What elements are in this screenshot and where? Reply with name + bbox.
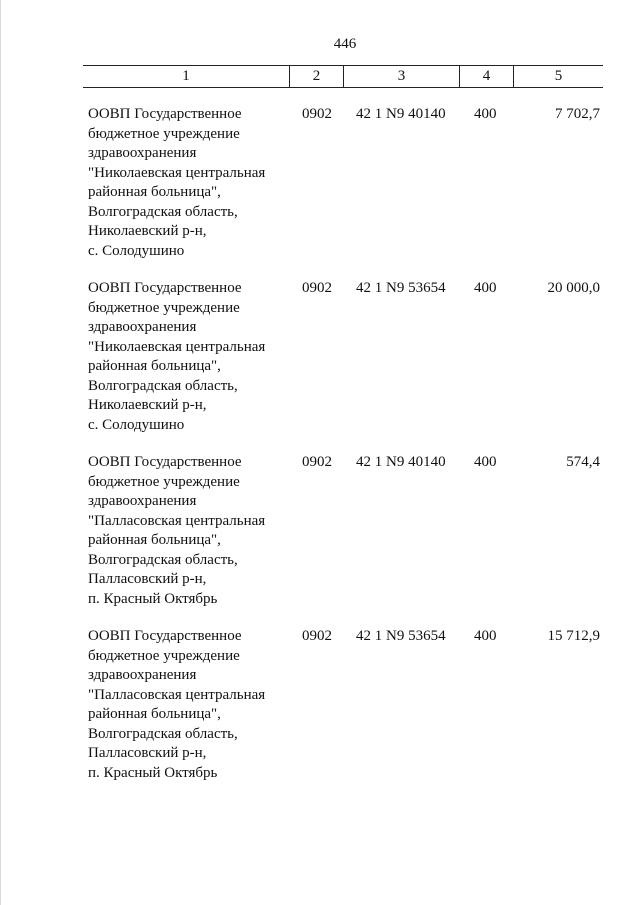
- description-line: "Николаевская центральная: [88, 338, 266, 355]
- header-col-3: 3: [343, 66, 459, 87]
- description-line: Николаевский р-н,: [88, 397, 207, 413]
- description-line: с. Солодушино: [88, 242, 185, 259]
- description-line: районная больница",: [88, 184, 221, 200]
- description-line: Волгоградская область,: [88, 551, 238, 568]
- amount-value: 7 702,7: [555, 106, 600, 122]
- description-line: здравоохранения: [88, 667, 197, 683]
- expense-type-code: 400: [474, 454, 497, 470]
- target-code: 42 1 N9 53654: [356, 280, 446, 296]
- description-line: бюджетное учреждение: [88, 647, 240, 664]
- description-line: Волгоградская область,: [88, 725, 238, 742]
- description-line: бюджетное учреждение: [88, 299, 240, 316]
- section-code: 0902: [302, 628, 332, 644]
- header-col-5: 5: [513, 66, 603, 87]
- description-line: районная больница",: [88, 532, 221, 548]
- section-code: 0902: [302, 454, 332, 470]
- header-col-4: 4: [459, 66, 513, 87]
- header-col-1: 1: [182, 68, 190, 84]
- description-line: ООВП Государственное: [88, 280, 242, 296]
- description-line: п. Красный Октябрь: [88, 764, 218, 781]
- table-body: [83, 105, 603, 783]
- description-line: районная больница",: [88, 358, 221, 374]
- expense-type-code: 400: [474, 280, 497, 296]
- description-line: Палласовский р-н,: [88, 571, 207, 587]
- table-row: [83, 105, 603, 261]
- table-header-row: [83, 65, 603, 88]
- expense-type-code: 400: [474, 628, 497, 644]
- amount-value: 15 712,9: [547, 628, 600, 644]
- target-code: 42 1 N9 40140: [356, 454, 446, 470]
- table-row: [83, 279, 603, 435]
- scan-edge: [0, 0, 1, 905]
- institution-description: [83, 453, 289, 609]
- description-line: здравоохранения: [88, 493, 197, 509]
- description-line: ООВП Государственное: [88, 454, 242, 470]
- description-line: "Палласовская центральная: [88, 512, 266, 529]
- table-row: [83, 627, 603, 783]
- section-code: 0902: [302, 280, 332, 296]
- amount-value: 20 000,0: [547, 280, 600, 296]
- description-line: п. Красный Октябрь: [88, 590, 218, 607]
- amount-value: 574,4: [566, 454, 600, 470]
- description-line: Волгоградская область,: [88, 377, 238, 394]
- page-number: 446: [333, 36, 357, 52]
- target-code: 42 1 N9 53654: [356, 628, 446, 644]
- institution-description: [83, 279, 289, 435]
- description-line: Волгоградская область,: [88, 203, 238, 220]
- expense-type-code: 400: [474, 106, 497, 122]
- table-row: [83, 453, 603, 609]
- description-line: "Палласовская центральная: [88, 686, 266, 703]
- description-line: Палласовский р-н,: [88, 745, 207, 761]
- description-line: районная больница",: [88, 706, 221, 722]
- description-line: "Николаевская центральная: [88, 164, 266, 181]
- target-code: 42 1 N9 40140: [356, 106, 446, 122]
- description-line: здравоохранения: [88, 145, 197, 161]
- institution-description: [83, 627, 289, 783]
- institution-description: [83, 105, 289, 261]
- description-line: ООВП Государственное: [88, 628, 242, 644]
- budget-table: [83, 65, 603, 783]
- header-col-2: 2: [289, 66, 343, 87]
- description-line: бюджетное учреждение: [88, 473, 240, 490]
- description-line: Николаевский р-н,: [88, 223, 207, 239]
- description-line: с. Солодушино: [88, 416, 185, 433]
- description-line: здравоохранения: [88, 319, 197, 335]
- description-line: бюджетное учреждение: [88, 125, 240, 142]
- section-code: 0902: [302, 106, 332, 122]
- description-line: ООВП Государственное: [88, 106, 242, 122]
